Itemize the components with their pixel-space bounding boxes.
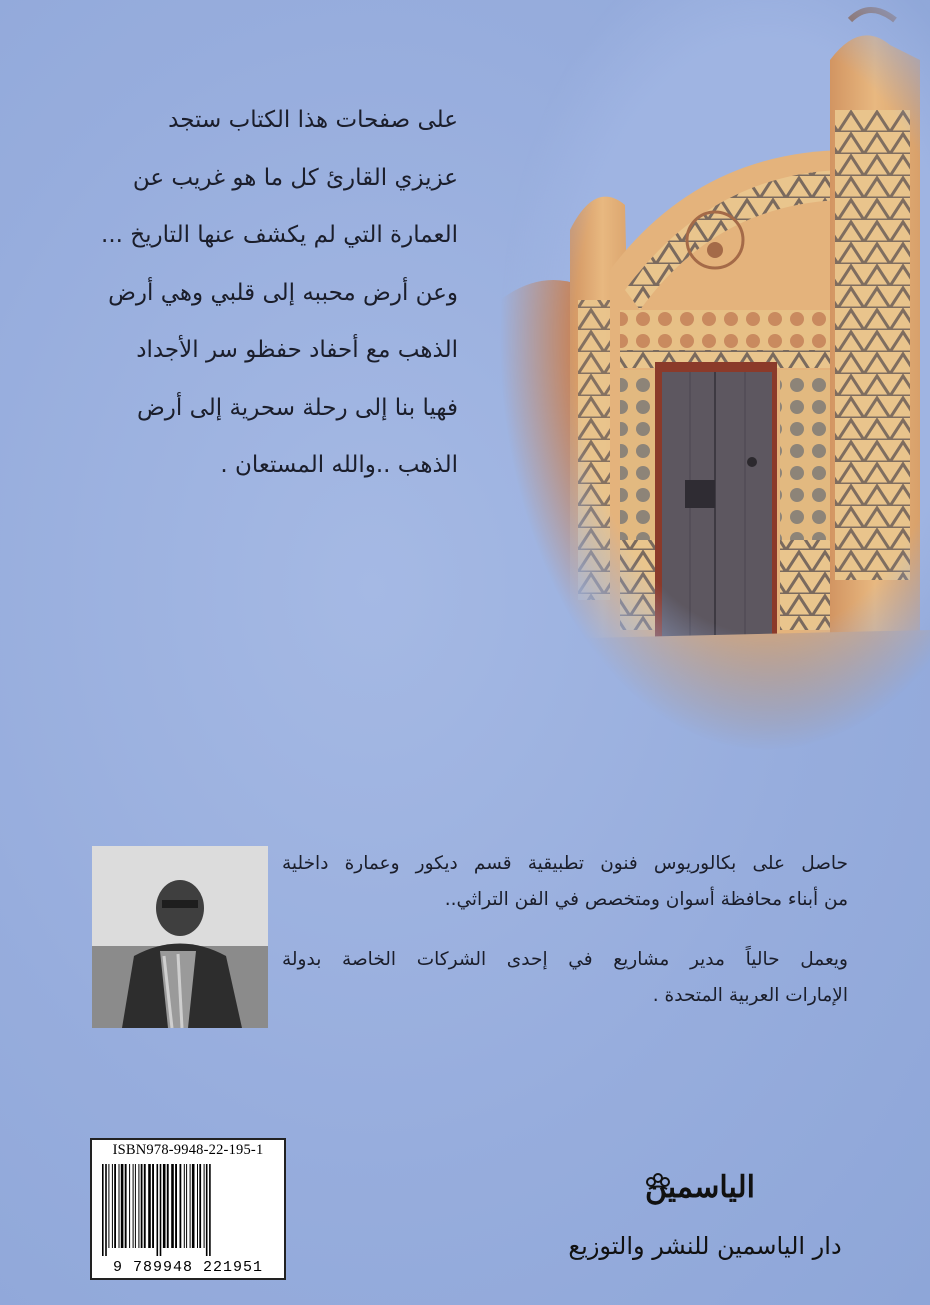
barcode-bar	[171, 1164, 174, 1248]
barcode-bar	[148, 1164, 151, 1248]
barcode-digits: 9 789948 221951	[112, 1259, 264, 1276]
barcode-bar	[186, 1164, 187, 1248]
author-photo	[92, 846, 268, 1028]
book-blurb	[101, 92, 458, 495]
barcode-bar	[175, 1164, 177, 1248]
barcode-bar	[129, 1164, 130, 1248]
publisher-name: دار الياسمين للنشر والتوزيع	[568, 1232, 842, 1260]
barcode-guard-bar	[105, 1164, 107, 1256]
barcode-bar	[197, 1164, 198, 1248]
blurb-line: الذهب مع أحفاد حفظو سر الأجداد	[136, 337, 458, 363]
barcode-bar	[119, 1164, 120, 1248]
barcode-bar	[180, 1164, 182, 1248]
barcode-guard-bar	[102, 1164, 104, 1256]
barcode-bars	[100, 1164, 278, 1256]
barcode-bar	[135, 1164, 136, 1248]
barcode-bar	[138, 1164, 139, 1248]
isbn-barcode	[90, 1138, 286, 1280]
barcode-bar	[167, 1164, 169, 1248]
blurb-line: العمارة التي لم يكشف عنها التاريخ ...	[101, 222, 458, 248]
barcode-bar	[163, 1164, 166, 1248]
blurb-line: الذهب ..والله المستعان .	[220, 452, 458, 478]
blurb-line: عزيزي القارئ كل ما هو غريب عن	[132, 164, 458, 191]
blurb-line: فهيا بنا إلى رحلة سحرية إلى أرض	[136, 394, 458, 421]
barcode-bar	[152, 1164, 154, 1248]
bio-line: ويعمل حالياً مدير مشاريع في إحدى الشركات الخاصة بدولة	[282, 949, 848, 970]
barcode-bar	[204, 1164, 205, 1248]
barcode-bar	[192, 1164, 195, 1248]
bio-line: الإمارات العربية المتحدة .	[652, 985, 848, 1006]
barcode-bar	[141, 1164, 143, 1248]
barcode-bar	[121, 1164, 124, 1248]
barcode-bar	[112, 1164, 113, 1248]
barcode-bar	[144, 1164, 146, 1248]
barcode-bar	[199, 1164, 201, 1248]
blurb-line: على صفحات هذا الكتاب ستجد	[168, 107, 458, 133]
barcode-bar	[190, 1164, 191, 1248]
barcode-bar	[108, 1164, 109, 1248]
blurb-line: وعن أرض محببه إلى قلبي وهي أرض	[108, 279, 458, 306]
barcode-guard-bar	[157, 1164, 159, 1256]
author-bio	[282, 846, 848, 1014]
barcode-bar	[133, 1164, 134, 1248]
author-portrait-image	[92, 846, 268, 1028]
barcode-guard-bar	[209, 1164, 211, 1256]
barcode-bar	[114, 1164, 116, 1248]
bio-line: من أبناء محافظة أسوان ومتخصص في الفن التراثي..	[444, 889, 848, 910]
barcode-bar	[184, 1164, 185, 1248]
barcode-bar	[125, 1164, 127, 1248]
barcode-guard-bar	[206, 1164, 208, 1256]
barcode-guard-bar	[160, 1164, 162, 1256]
bio-line: حاصل على بكالوريوس فنون تطبيقية قسم ديكور وعمارة داخلية	[282, 853, 848, 874]
isbn-label: ISBN978-9948-22-195-1	[112, 1142, 264, 1158]
nubian-doorway-photo	[500, 0, 930, 750]
publisher-logo: الياسمين	[644, 1170, 756, 1205]
